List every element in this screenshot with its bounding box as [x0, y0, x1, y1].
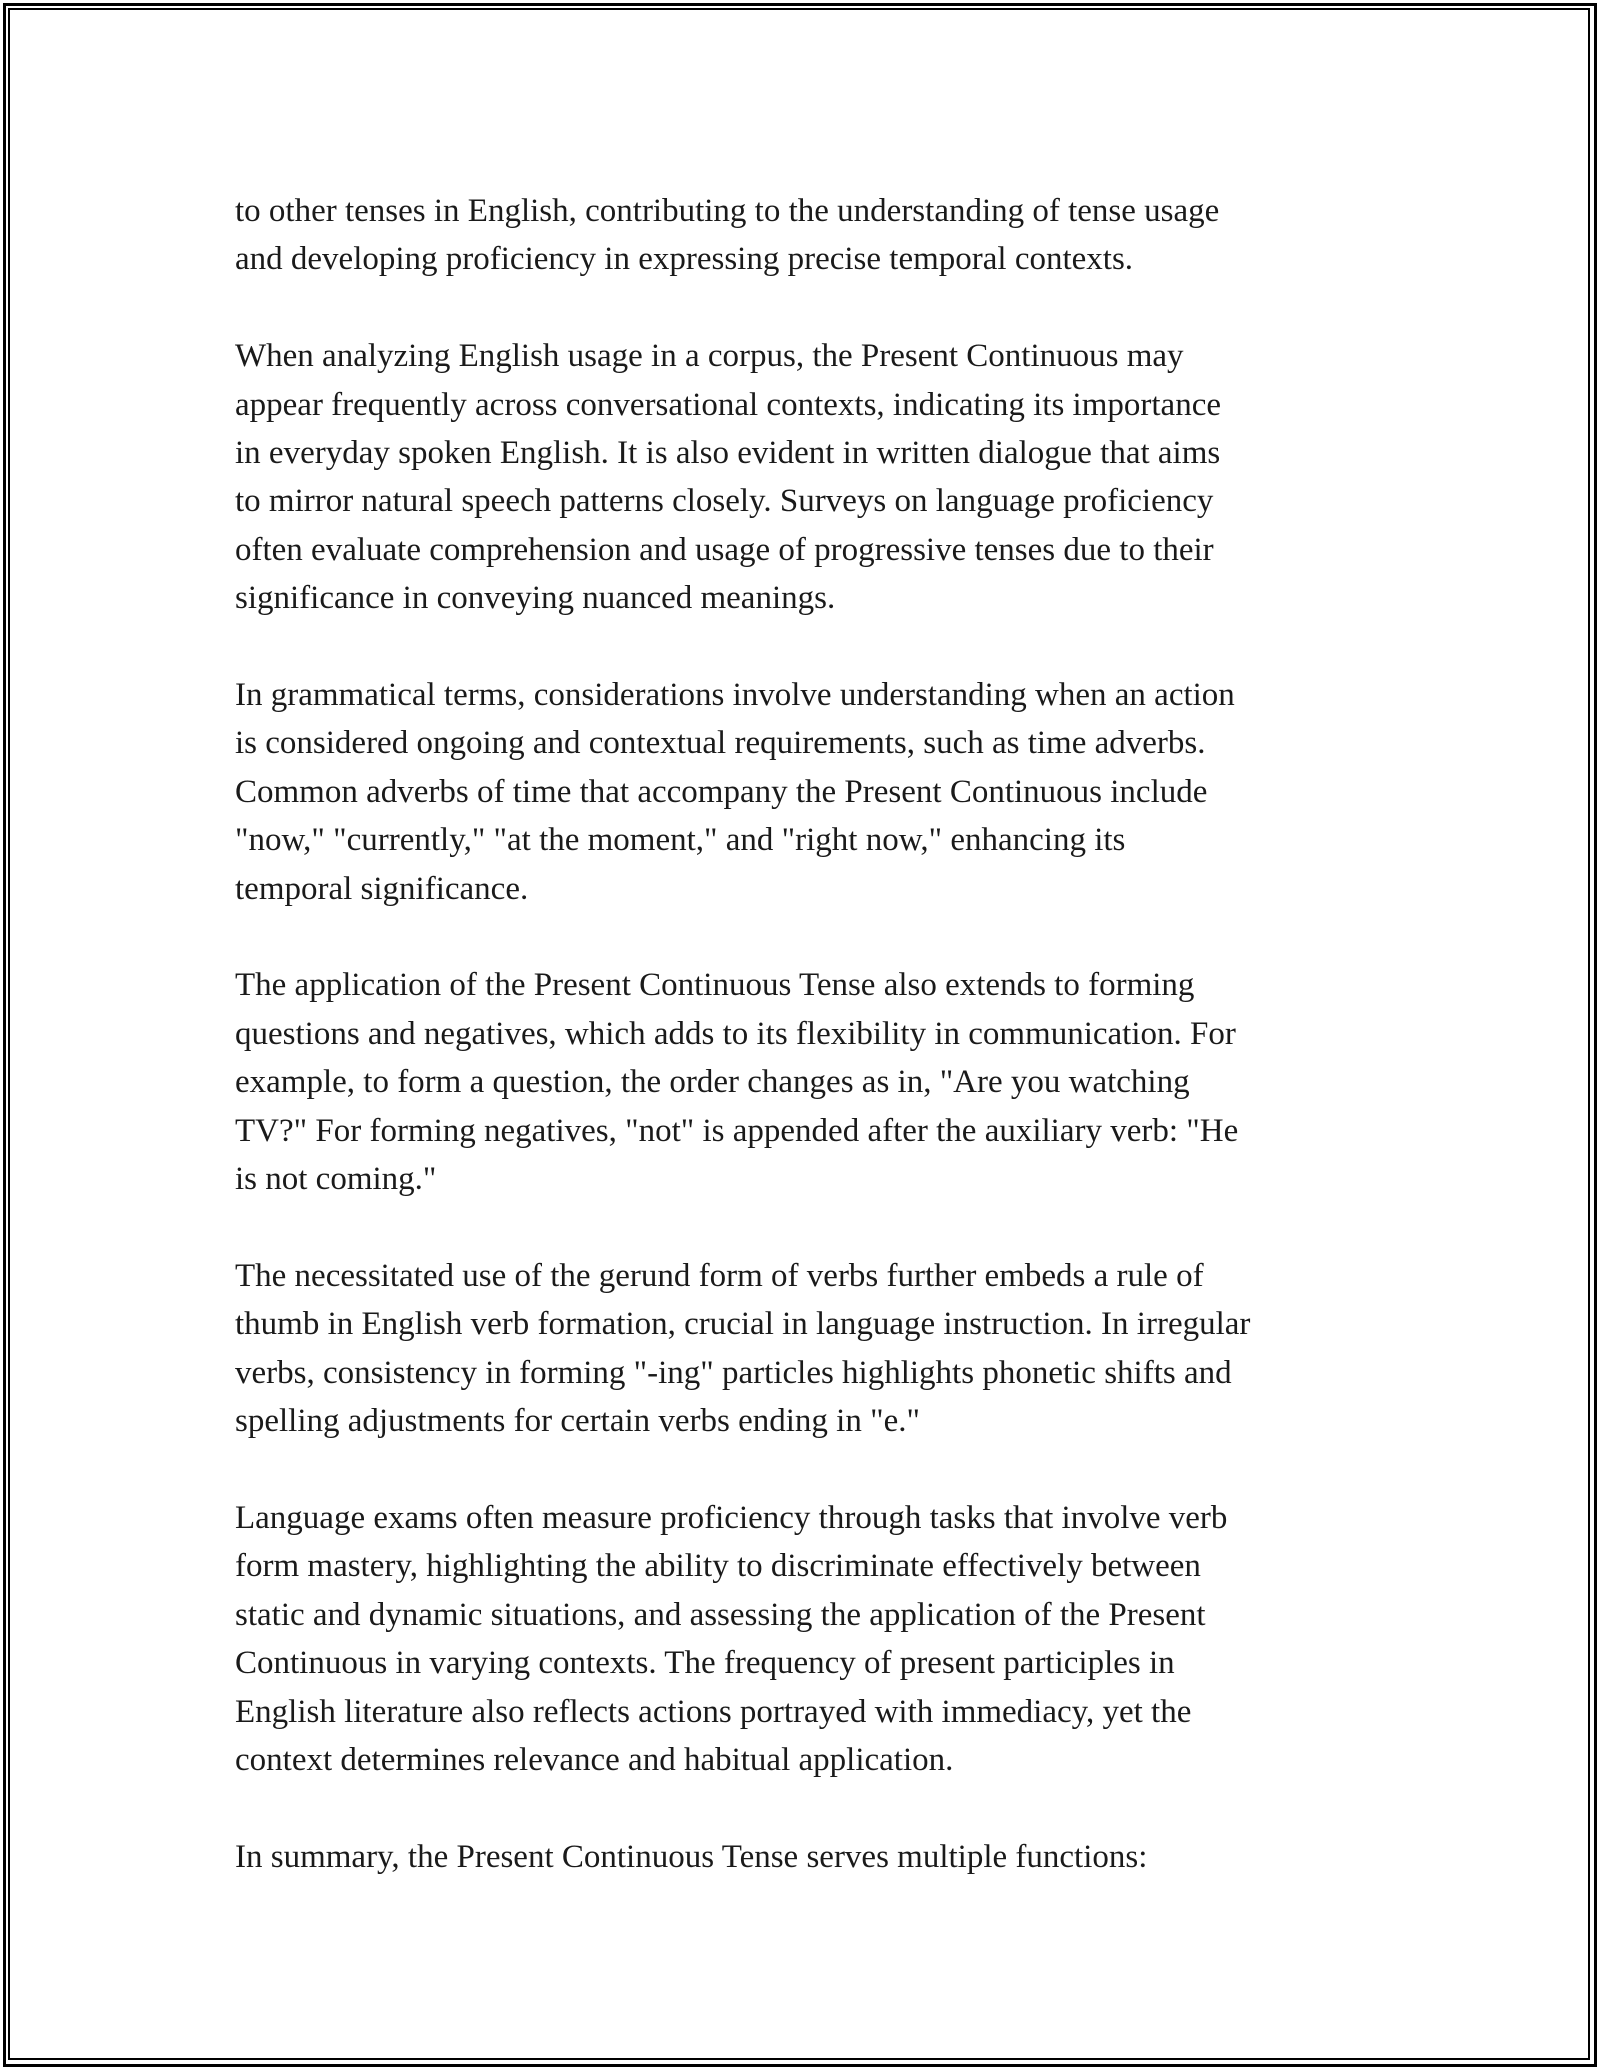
- paragraph-6: Language exams often measure proficiency through tasks that involve verb form mastery, highlighting the ability to discriminate effectively between static and dynamic situations, and assessing the application of the Present Continuous in varying contexts. The frequency of present participles in English literature also reflects actions portrayed with immediacy, yet the context determines relevance and habitual application.: [235, 1499, 1228, 1778]
- paragraph-7: In summary, the Present Continuous Tense serves multiple functions:: [235, 1838, 1148, 1875]
- paragraph-4: The application of the Present Continuous Tense also extends to forming questions and negatives, which adds to its flexibility in communication. For example, to form a question, the order changes as in, "Are you watching TV?" For forming negatives, "not" is appended after the auxiliary verb: "He is not coming.": [235, 967, 1239, 1198]
- paragraph-5: The necessitated use of the gerund form of verbs further embeds a rule of thumb in English verb formation, crucial in language instruction. In irregular verbs, consistency in forming "-ing" particles highlights phonetic shifts and spelling adjustments for certain verbs ending in "e.": [235, 1257, 1251, 1440]
- document-body: [235, 187, 1370, 1881]
- paragraph-2: When analyzing English usage in a corpus, the Present Continuous may appear frequently across conversational contexts, indicating its importance in everyday spoken English. It is also evident in written dialogue that aims to mirror natural speech patterns closely. Surveys on language proficiency often evaluate comprehension and usage of progressive tenses due to their significance in conveying nuanced meanings.: [235, 338, 1221, 617]
- paragraph-3: In grammatical terms, considerations involve understanding when an action is considered ongoing and contextual requirements, such as time adverbs. Common adverbs of time that accompany the Present Continuous include "now," "currently," "at the moment," and "right now," enhancing its temporal significance.: [235, 677, 1235, 907]
- paragraph-1: to other tenses in English, contributing to the understanding of tense usage and developing proficiency in expressing precise temporal contexts.: [235, 193, 1220, 278]
